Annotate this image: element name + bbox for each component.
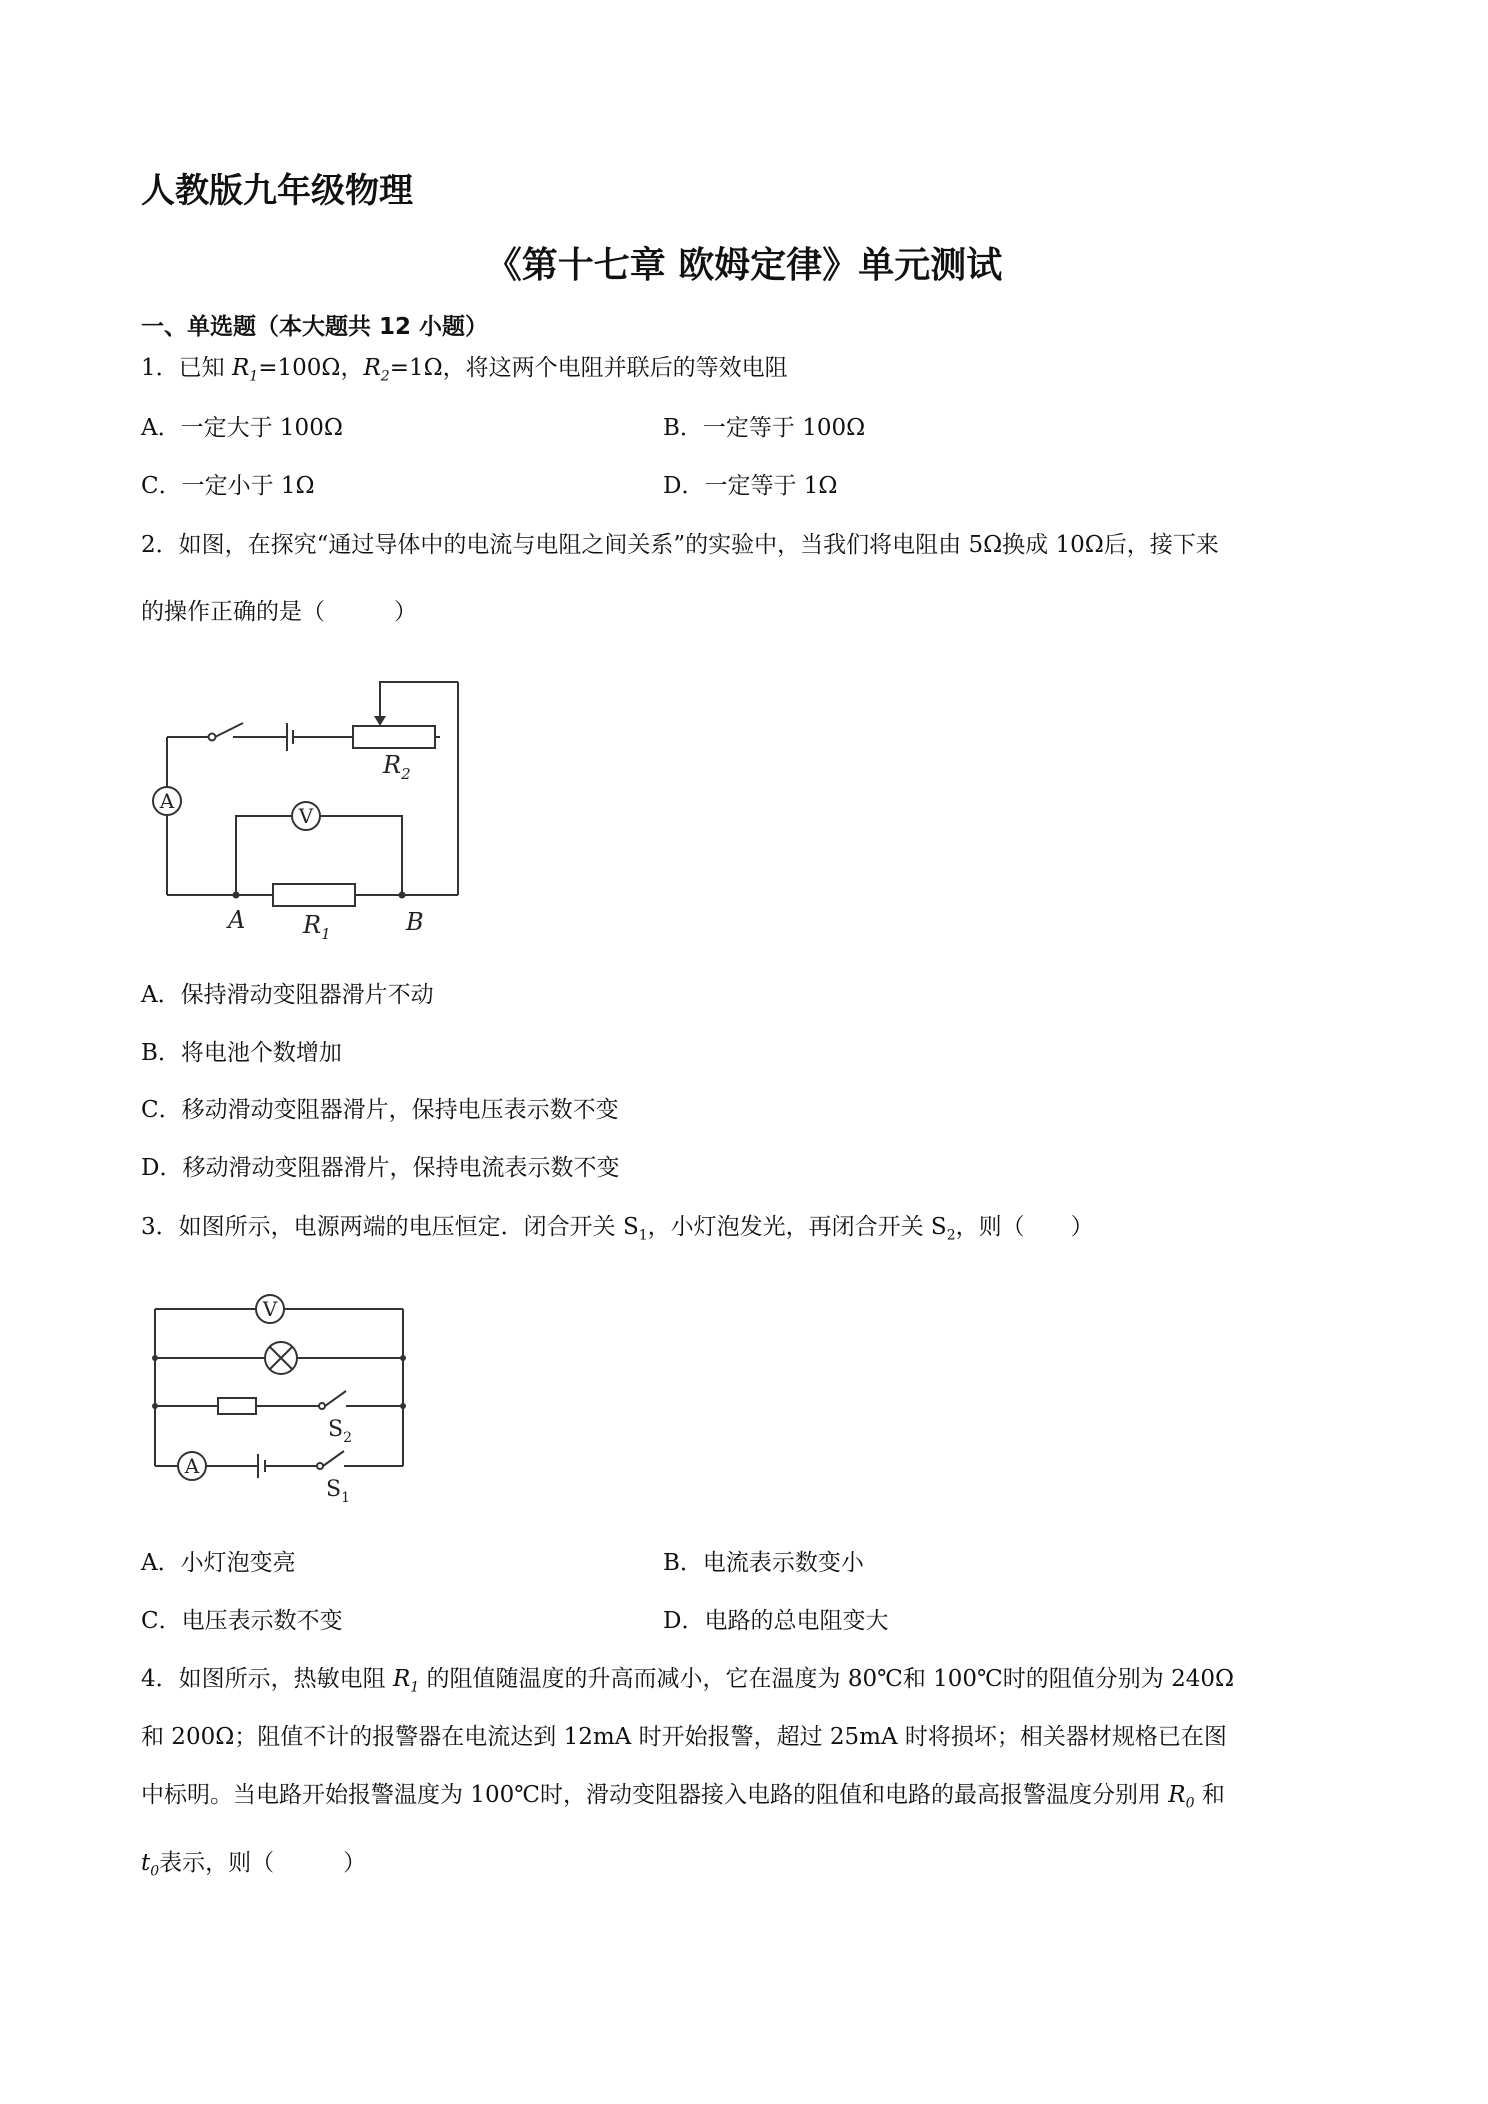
question-1-option-d: D．一定等于 1Ω: [663, 473, 838, 499]
slider-arrow-icon: [374, 716, 386, 726]
junction-a-dot: [233, 892, 240, 899]
s1-label: $S_1$: [326, 1477, 350, 1506]
question-2-stem-line-1: 2．如图，在探究“通过导体中的电流与电阻之间关系”的实验中，当我们将电阻由 5Ω换成 10Ω后，接下来: [141, 532, 1219, 558]
question-3-option-c: C．电压表示数不变: [141, 1608, 343, 1634]
r1-label: $R_1$: [303, 911, 331, 943]
question-3-option-a: A．小灯泡变亮: [141, 1550, 296, 1576]
ammeter-label: A: [184, 1454, 200, 1478]
question-4-stem-line-1: 4．如图所示，热敏电阻 $R_1$ 的阻值随温度的升高而减小，它在温度为 80℃和 100℃时的阻值分别为 240Ω: [141, 1666, 1235, 1696]
document-subject: 人教版九年级物理: [141, 171, 413, 211]
question-4-stem-line-4: $t_0$表示，则（ ）: [141, 1850, 367, 1880]
document-title: 《第十七章 欧姆定律》单元测试: [485, 245, 1003, 286]
question-1-option-b: B．一定等于 100Ω: [663, 415, 866, 441]
question-2-option-a: A．保持滑动变阻器滑片不动: [141, 982, 434, 1008]
voltmeter-label: V: [262, 1297, 278, 1321]
question-2-circuit-diagram: [140, 670, 480, 945]
section-heading: 一、单选题（本大题共 12 小题）: [141, 314, 489, 340]
question-4-stem-line-3: 中标明。当电路开始报警温度为 100℃时，滑动变阻器接入电路的阻值和电路的最高报警温度分别用 $R_0$ 和: [141, 1782, 1225, 1812]
junction-b-dot: [399, 892, 406, 899]
junction-dot: [400, 1403, 406, 1409]
question-2-option-c: C．移动滑动变阻器滑片，保持电压表示数不变: [141, 1097, 619, 1123]
voltmeter-label: V: [298, 804, 314, 828]
point-b-label: B: [406, 908, 424, 936]
question-3-option-d: D．电路的总电阻变大: [663, 1608, 889, 1634]
question-3-circuit-diagram: [140, 1280, 420, 1520]
switch-s2-contact-icon: [319, 1403, 325, 1409]
question-2-option-d: D．移动滑动变阻器滑片，保持电流表示数不变: [141, 1155, 620, 1181]
ammeter-label: A: [159, 789, 175, 813]
question-1-option-a: A．一定大于 100Ω: [141, 415, 343, 441]
question-2-option-b: B．将电池个数增加: [141, 1040, 342, 1066]
switch-contact-icon: [209, 734, 216, 741]
junction-dot: [152, 1355, 158, 1361]
question-2-stem-line-2: 的操作正确的是（ ）: [141, 599, 417, 625]
junction-dot: [152, 1403, 158, 1409]
s2-label: $S_2$: [328, 1417, 352, 1446]
question-1-option-c: C．一定小于 1Ω: [141, 473, 315, 499]
junction-dot: [400, 1355, 406, 1361]
question-4-stem-line-2: 和 200Ω；阻值不计的报警器在电流达到 12mA 时开始报警，超过 25mA 时将损坏；相关器材规格已在图: [141, 1724, 1227, 1750]
question-1-stem: 1．已知 $R_1=100\Omega$，$R_2=1\Omega$，将这两个电阻并联后的等效电阻: [141, 355, 788, 385]
point-a-label: A: [228, 906, 246, 934]
r2-label: $R_2$: [383, 751, 411, 783]
question-3-option-b: B．电流表示数变小: [663, 1550, 864, 1576]
switch-s1-contact-icon: [317, 1463, 323, 1469]
question-3-stem: 3．如图所示，电源两端的电压恒定．闭合开关 $S_1$，小灯泡发光，再闭合开关 $S_2$，则（ ）: [141, 1214, 1094, 1244]
